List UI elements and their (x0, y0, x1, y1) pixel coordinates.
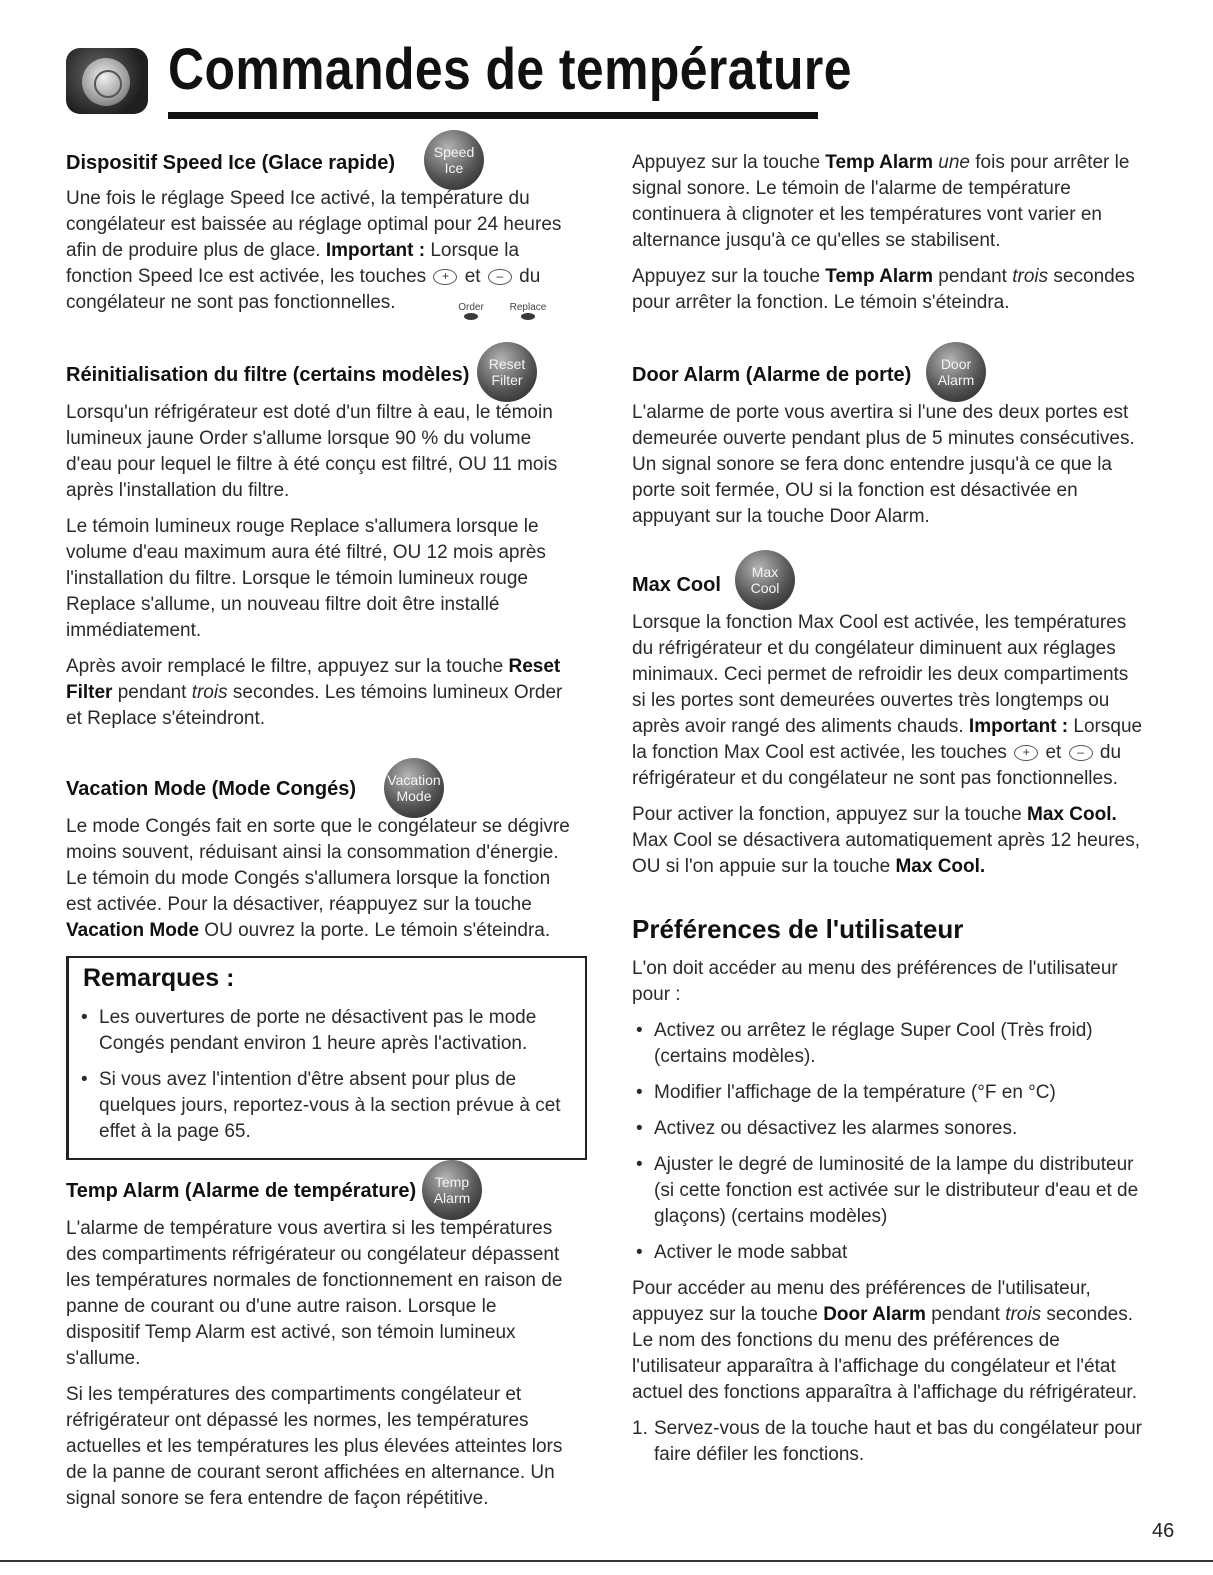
reset-filter-button-icon: Reset Filter (477, 342, 537, 402)
user-preferences-heading: Préférences de l'utilisateur (632, 914, 964, 944)
notes-title: Remarques : (83, 964, 235, 992)
door-alarm-heading: Door Alarm (Alarme de porte) (632, 364, 912, 386)
vacation-mode-button-icon: Vacation Mode (384, 758, 444, 818)
notes-list (77, 1005, 571, 1145)
temp-alarm-text: L'alarme de température vous avertira si les températures des compartiments réfrigérateur ou congélateur dépassent les températures normales de fonctionnement en raison de panne de courant ou d'une autre raison. Lorsque le dispositif Temp Alarm est activé, son témoin lumineux s'allume. Si les températures des compartiments congélateur et réfrigérateur ont dépassé les normes, les températures actuelles et les températures les plus élevées atteintes lors de la panne de courant seront affichées en alternance. Un signal sonore se fera entendre de façon répétitive. (66, 1218, 563, 1509)
order-led-icon (464, 313, 478, 320)
temp-alarm-continued-text: Appuyez sur la touche Temp Alarm une fois pour arrêter le signal sonore. Le témoin de l'alarme de température continuera à clignoter et les températures vont varier en alternance jusqu'à ce qu'elles se stabilisent. Appuyez sur la touche Temp Alarm pendant trois secondes pour arrêter la fonction. Le témoin s'éteindra. (632, 152, 1135, 313)
preference-item: • Activez ou désactivez les alarmes sonores. (632, 1116, 1144, 1142)
minus-key-icon: – (488, 269, 512, 285)
replace-indicator: Replace (508, 302, 548, 320)
replace-led-icon (521, 313, 535, 320)
numbered-step: 1. Servez-vous de la touche haut et bas du congélateur pour faire défiler les fonctions. (632, 1418, 1142, 1465)
preferences-list (632, 1018, 1144, 1266)
plus-key-icon: + (1014, 745, 1038, 761)
page-title: Commandes de température (168, 37, 852, 102)
title-underline (168, 112, 818, 119)
reset-filter-heading: Réinitialisation du filtre (certains modèles) (66, 364, 470, 386)
note-item: • Les ouvertures de porte ne désactivent pas le mode Congés pendant environ 1 heure après l'activation. (77, 1005, 571, 1057)
preference-item: • Activez ou arrêtez le réglage Super Cool (Très froid) (certains modèles). (632, 1018, 1144, 1070)
preference-item: • Ajuster le degré de luminosité de la lampe du distributeur (si cette fonction est activée sur le distributeur d'eau et de glaçons) (certains modèles) (632, 1152, 1144, 1230)
speed-ice-text: Une fois le réglage Speed Ice activé, la température du congélateur est baissée au réglage optimal pour 24 heures afin de produire plus de glace. Important : Lorsque la fonction Speed Ice est activée, les touches + et – du congélateur ne sont pas fonctionnelles. (66, 188, 562, 313)
max-cool-button-icon: Max Cool (735, 550, 795, 610)
door-alarm-button-icon: Door Alarm (926, 342, 986, 402)
max-cool-heading: Max Cool (632, 574, 721, 596)
temp-alarm-button-icon: Temp Alarm (422, 1160, 482, 1220)
vacation-mode-heading: Vacation Mode (Mode Congés) (66, 778, 357, 800)
max-cool-text: Lorsque la fonction Max Cool est activée, les températures du réfrigérateur et du congélateur diminuent aux réglages minimaux. Ceci permet de refroidir les deux compartiments si les portes sont demeurées ouvertes très longtemps ou après avoir rangé des aliments chauds. Important : Lorsque la fonction Max Cool est activée, les touches + et – du réfrigérateur et du congélateur ne sont pas fonctionnelles. Pour activer la fonction, appuyez sur la touche Max Cool. Max Cool se désactivera automatiquement après 12 heures, OU si l'on appuie sur la touche Max Cool. (632, 612, 1143, 877)
user-preferences-text: L'on doit accéder au menu des préférences de l'utilisateur pour : • Activez ou arrêtez le réglage Super Cool (Très froid) (certains modèles). • Modifier l'affichage de la température (°F en °C) • Activez ou désactivez les alarmes sonores. • Ajuster le degré de luminosité de la lampe du distributeur (si cette fonction est activée sur le distributeur d'eau et de glaçons) (certains modèles) • Activer le mode sabbat Pour accéder au menu des préférences de l'utilisateur, appuyez sur la touche Door Alarm pendant trois secondes. Le nom des fonctions du menu des préférences de l'utilisateur apparaîtra à l'affichage du congélateur et l'état actuel des fonctions apparaîtra à l'affichage du réfrigérateur. 1. Servez-vous de la touche haut et bas du congélateur pour faire défiler les fonctions. (632, 956, 1144, 1468)
page-number: 46 (1152, 1520, 1175, 1542)
footer-rule (0, 1560, 1213, 1562)
preference-item: • Modifier l'affichage de la température (°F en °C) (632, 1080, 1144, 1106)
reset-filter-text: Lorsqu'un réfrigérateur est doté d'un filtre à eau, le témoin lumineux jaune Order s'allume lorsque 90 % du volume d'eau pour lequel le filtre à été conçu est filtré, OU 11 mois après l'installation du filtre. Le témoin lumineux rouge Replace s'allumera lorsque le volume d'eau maximum aura été filtré, OU 12 mois après l'installation du filtre. Lorsque le témoin lumineux rouge Replace s'allume, un nouveau filtre doit être installé immédiatement. Après avoir remplacé le filtre, appuyez sur la touche Reset Filter pendant trois secondes. Les témoins lumineux Order et Replace s'éteindront. (66, 402, 563, 729)
note-item: • Si vous avez l'intention d'être absent pour plus de quelques jours, reportez-vous à la section prévue à cet effet à la page 65. (77, 1067, 571, 1145)
speed-ice-button-icon: Speed Ice (424, 130, 484, 190)
order-indicator: Order (451, 302, 491, 320)
preference-item: • Activer le mode sabbat (632, 1240, 1144, 1266)
door-alarm-text: L'alarme de porte vous avertira si l'une des deux portes est demeurée ouverte pendant plus de 5 minutes consécutives. Un signal sonore se fera donc entendre jusqu'à ce que la porte soit fermée, OU si la fonction est désactivée en appuyant sur la touche Door Alarm. (632, 402, 1135, 527)
plus-key-icon: + (433, 269, 457, 285)
minus-key-icon: – (1069, 745, 1093, 761)
temperature-dial-icon (66, 48, 148, 114)
speed-ice-heading: Dispositif Speed Ice (Glace rapide) (66, 152, 395, 174)
vacation-mode-text: Le mode Congés fait en sorte que le congélateur se dégivre moins souvent, réduisant ainsi la consommation d'énergie. Le témoin du mode Congés s'allumera lorsque la fonction est activée. Pour la désactiver, réappuyez sur la touche Vacation Mode OU ouvrez la porte. Le témoin s'éteindra. (66, 816, 570, 941)
notes-box (66, 956, 587, 1160)
temp-alarm-heading: Temp Alarm (Alarme de température) (66, 1180, 417, 1202)
